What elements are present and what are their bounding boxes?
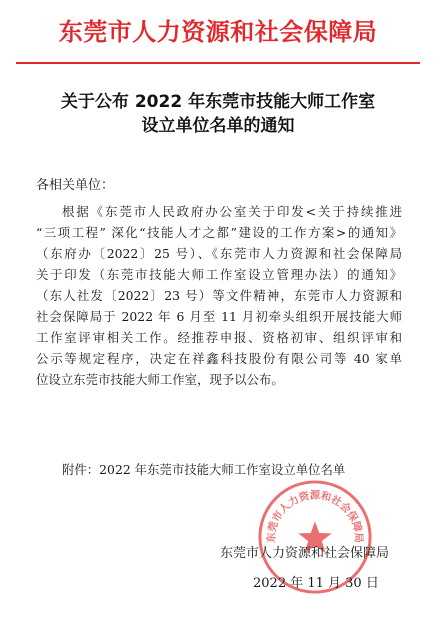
letterhead-org-name: 东莞市人力资源和社会保障局 — [58, 17, 378, 46]
document-title-line-2: 设立单位名单的通知 — [141, 116, 295, 136]
document-title-line-1: 关于公布 2022 年东莞市技能大师工作室 — [60, 92, 376, 112]
body-line: 根据《东莞市人民政府办公室关于印发<关于持续推进 — [62, 204, 402, 219]
document-title — [0, 90, 436, 138]
body-line: 位设立东莞市技能大师工作室，现予以公布。 — [36, 372, 284, 387]
body-paragraph — [36, 201, 402, 390]
body-line: （东人社发〔2022〕23 号）等文件精神，东莞市人力资源和 — [36, 288, 402, 303]
body-line: 工作室评审相关工作。经推荐申报、资格初审、组织评审和 — [36, 330, 402, 345]
signature-org: 东莞市人力资源和社会保障局 — [220, 546, 390, 561]
salutation: 各相关单位： — [36, 178, 115, 193]
seal-text: 东莞市人力资源和社会保障局 — [265, 489, 365, 544]
attachment-note: 附件：2022 年东莞市技能大师工作室设立单位名单 — [62, 462, 346, 477]
body-line: “三项工程” 深化“技能人才之都”建设的工作方案>的通知》 — [36, 225, 402, 240]
body-line: （东府办〔2022〕25 号）、《东莞市人力资源和社会保障局 — [36, 246, 402, 261]
letterhead-rule — [16, 62, 420, 64]
body-line: 关于印发（东莞市技能大师工作室设立管理办法）的通知》 — [36, 267, 402, 282]
body-line: 公示等规定程序，决定在祥鑫科技股份有限公司等 40 家单 — [36, 351, 402, 366]
body-line: 社会保障局于 2022 年 6 月至 11 月初牵头组织开展技能大师 — [36, 309, 402, 324]
signature-date: 2022 年 11 月 30 日 — [253, 576, 379, 591]
